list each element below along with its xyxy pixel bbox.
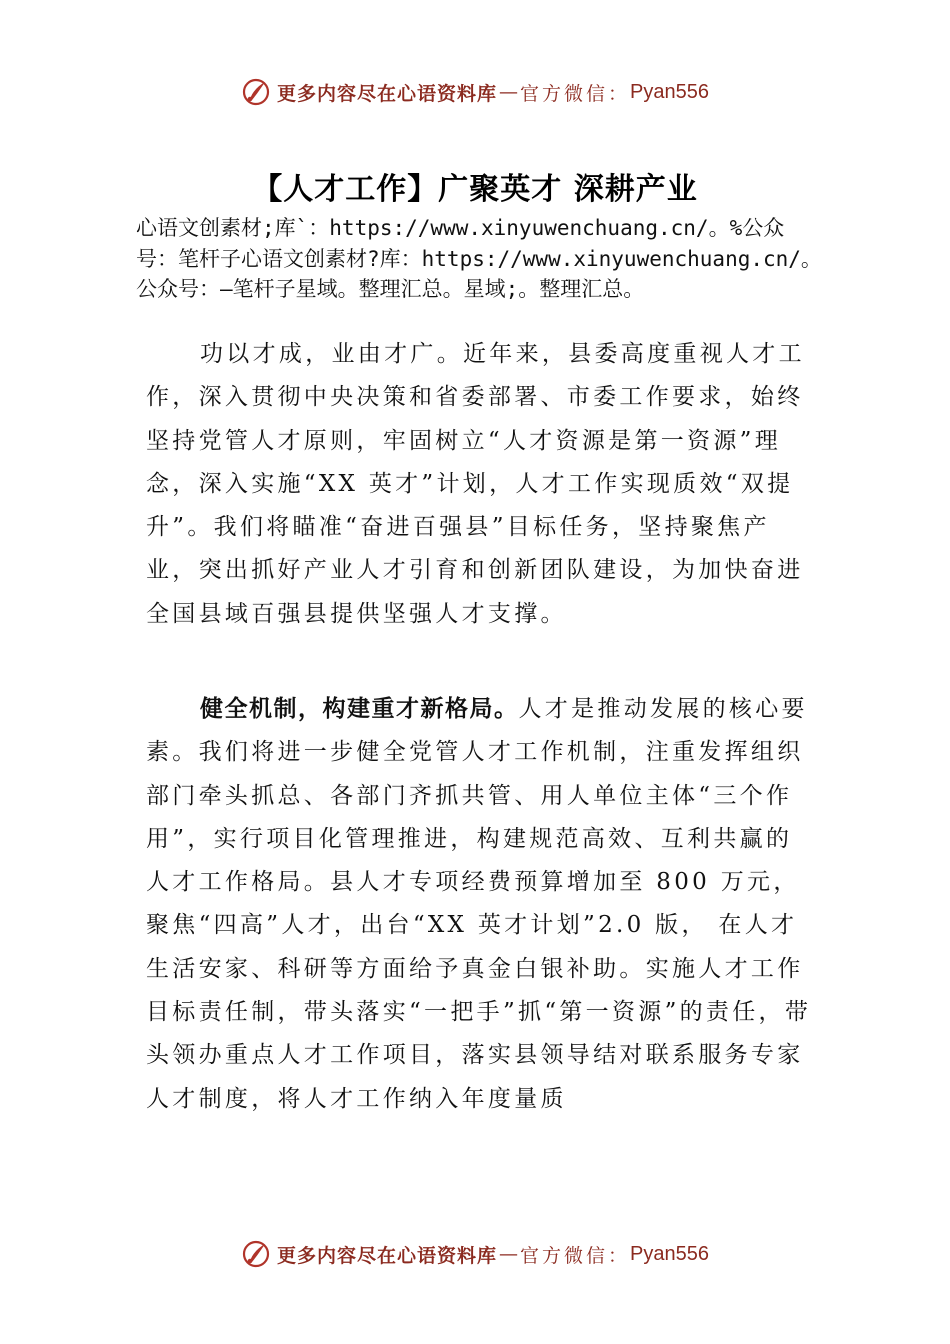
brush-logo-icon (241, 77, 271, 107)
banner-official-label: 官方微信： (520, 1244, 631, 1267)
banner-main-text: 更多内容尽在心语资料库 (277, 1244, 498, 1267)
source-note: 心语文创素材;库`：https://www.xinyuwenchuang.cn/。%公众号：笔杆子心语文创素材?库：https://www.xinyuwenchuang.cn/。公众号：—笔杆子星域。整理汇总。星域;。整理汇总。 (136, 216, 822, 301)
banner-official-label: 官方微信： (520, 82, 631, 105)
paragraph-lead-heading: 健全机制，构建重才新格局。 (200, 696, 519, 722)
banner-dash: — (499, 1243, 519, 1265)
paragraph-body: 人才是推动发展的核心要素。我们将进一步健全党管人才工作机制，注重发挥组织部门牵头抓总、各部门齐抓共管、用人单位主体“三个作用”，实行项目化管理推进，构建规范高效、互利共赢的人才工作格局。县人才专项经费预算增加至 800 万元，聚焦“四高”人才，出台“XX 英才计划”2.0 版， 在人才生活安家、科研等方面给予真金白银补助。实施人才工作目标责任制，带头落实“一把手”抓“第一资源”的责任，带头领办重点人才工作项目，落实县领导结对联系服务专家人才制度，将人才工作纳入年度量质 (146, 696, 812, 1112)
footer-watermark-banner (0, 1236, 950, 1272)
brush-logo-icon (241, 1239, 271, 1269)
banner-wechat-id: Pyan556 (630, 80, 709, 103)
header-watermark-banner (0, 74, 950, 110)
banner-wechat-id: Pyan556 (630, 1242, 709, 1265)
banner-dash: — (499, 81, 519, 103)
paragraph-mechanism (146, 688, 812, 1121)
paragraph-intro: 功以才成，业由才广。近年来，县委高度重视人才工作，深入贯彻中央决策和省委部署、市委工作要求，始终坚持党管人才原则，牢固树立“人才资源是第一资源”理念，深入实施“XX 英才”计划，人才工作实现质效“双提升”。我们将瞄准“奋进百强县”目标任务，坚持聚焦产业，突出抓好产业人才引育和创新团队建设，为加快奋进全国县域百强县提供坚强人才支撑。 (146, 341, 805, 627)
document-title: 【人才工作】广聚英才 深耕产业 (252, 172, 698, 207)
banner-main-text: 更多内容尽在心语资料库 (277, 82, 498, 105)
